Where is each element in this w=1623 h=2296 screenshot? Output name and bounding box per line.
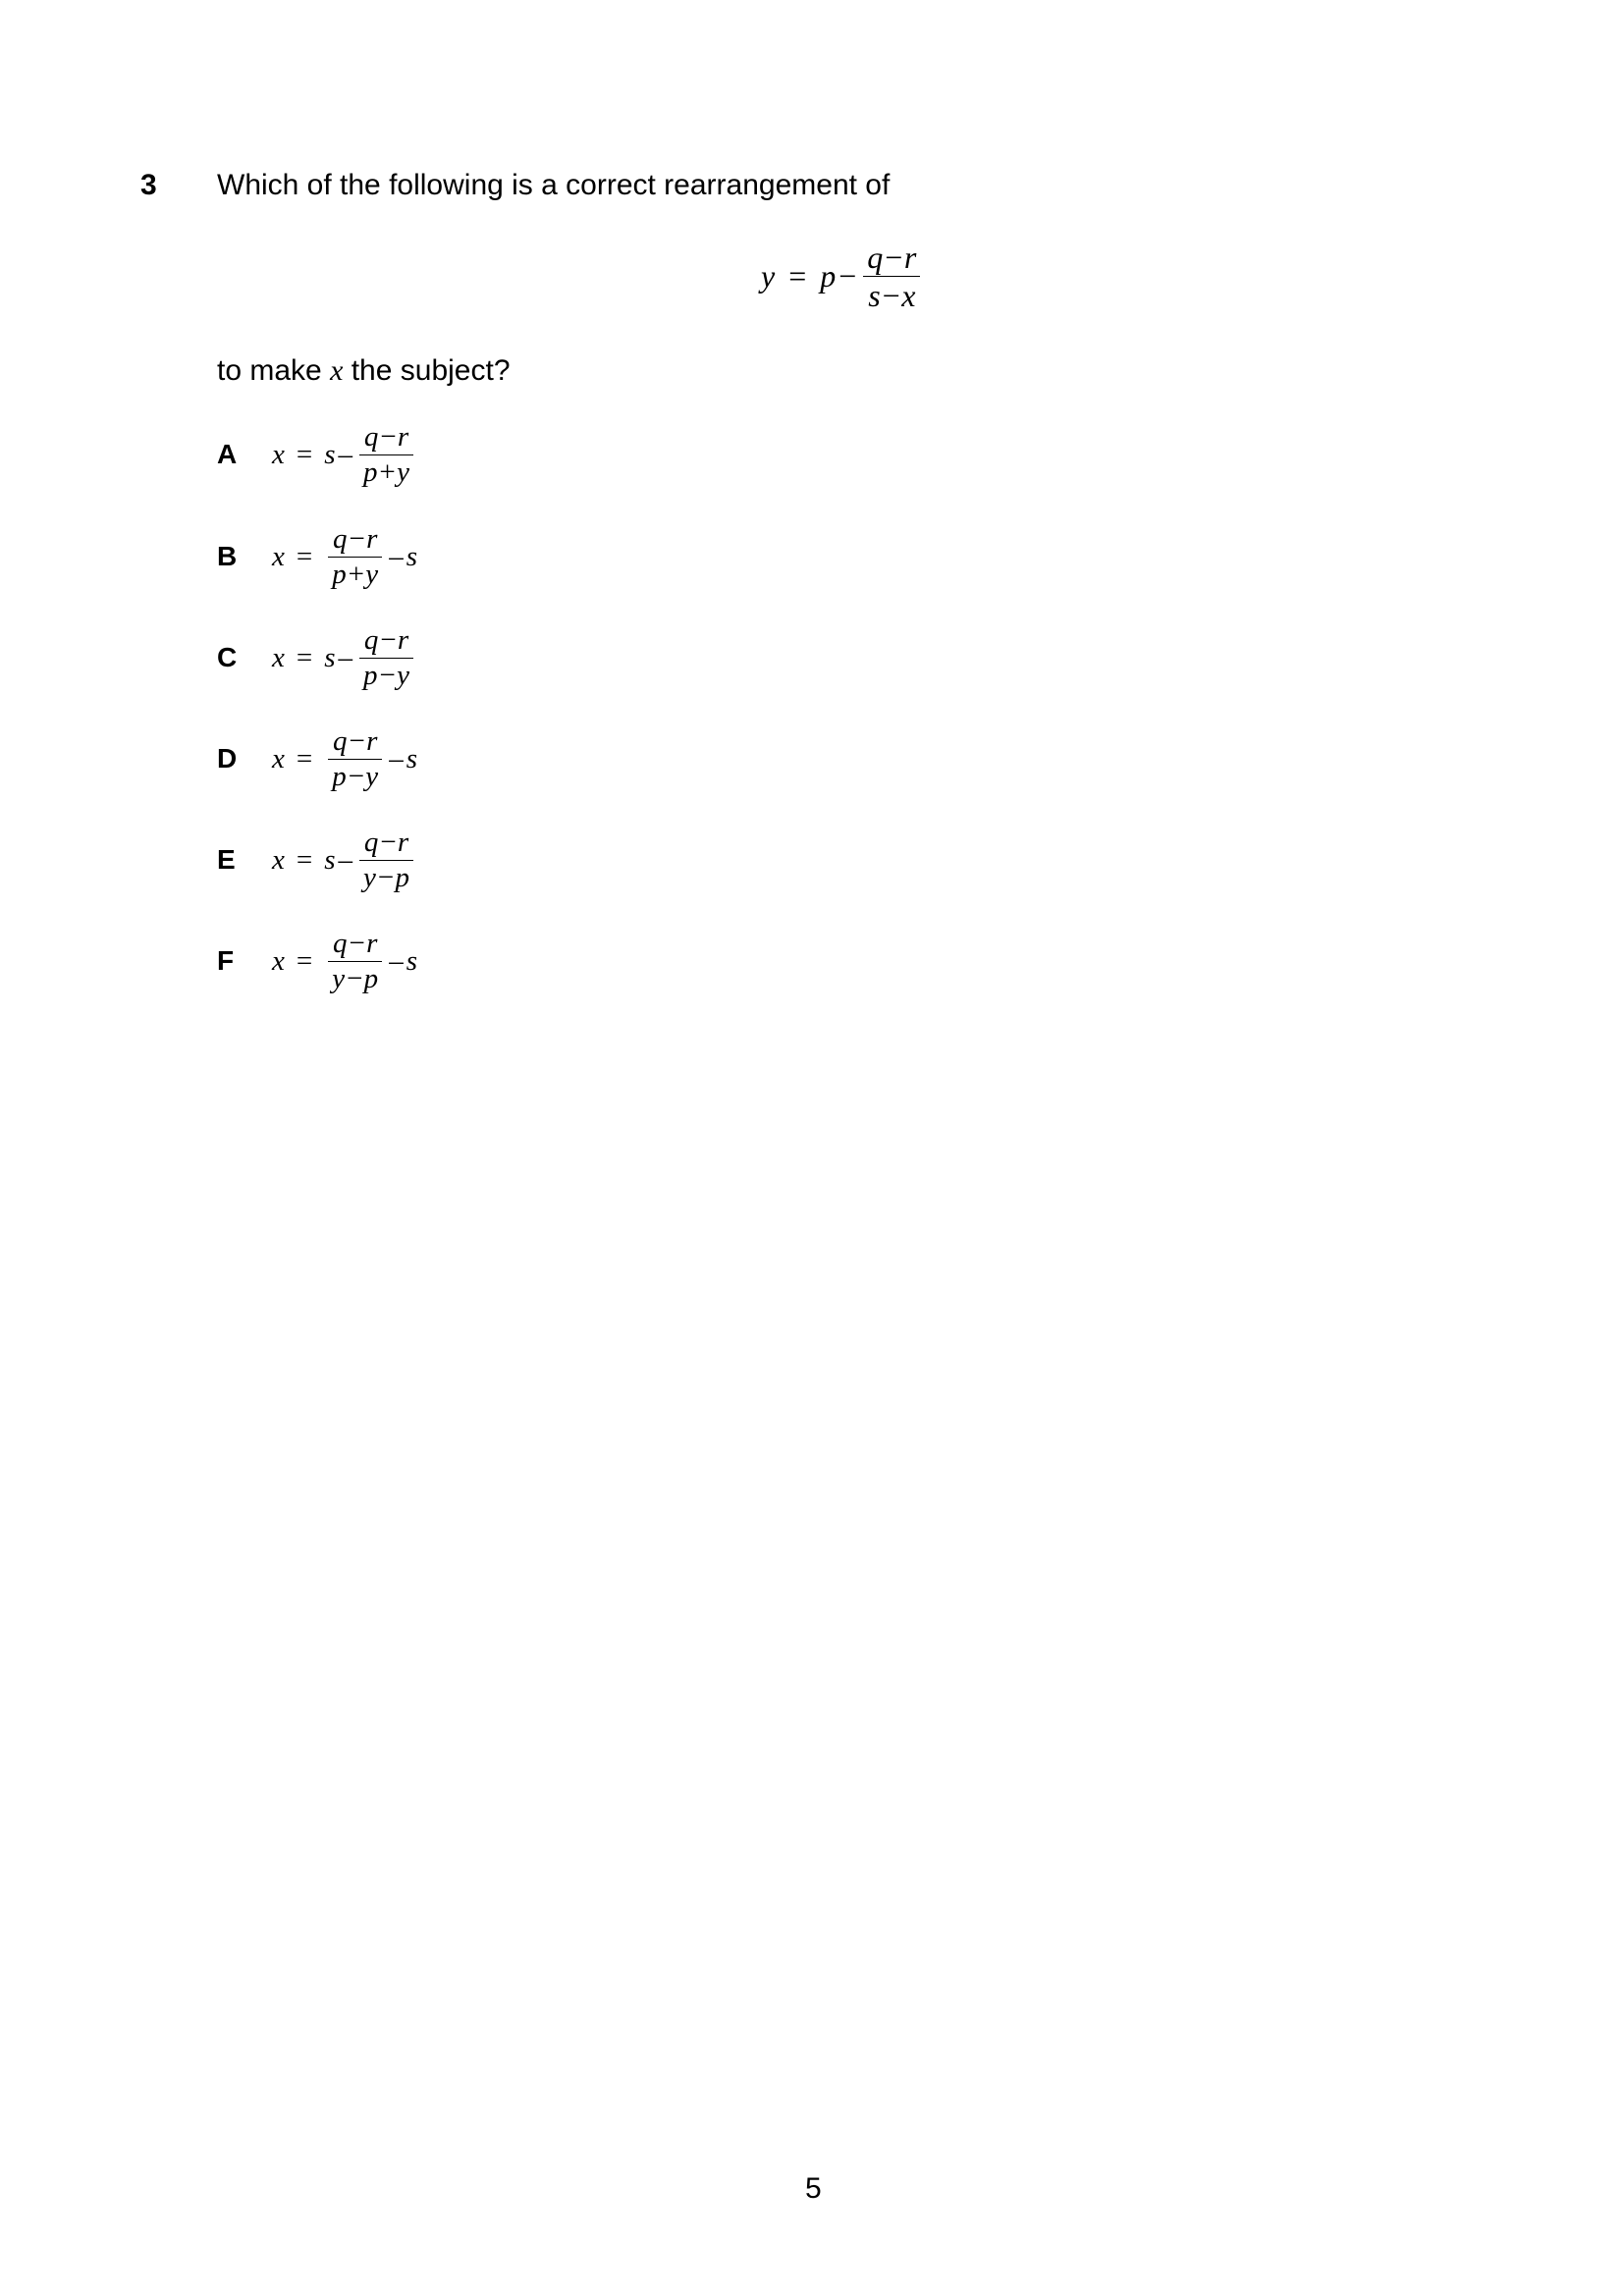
main-equation: [761, 239, 924, 315]
option-post-term: s: [406, 742, 417, 774]
option-pre-term: s: [324, 641, 336, 673]
option-equals: =: [296, 843, 313, 876]
option-fraction: [328, 927, 382, 996]
option-equals: =: [296, 438, 313, 470]
answer-option-d: [217, 724, 417, 794]
question-prompt-continued: [217, 354, 511, 388]
option-equals: =: [296, 641, 313, 673]
option-letter: E: [217, 844, 236, 876]
option-post-term: s: [406, 944, 417, 977]
answer-option-a: [217, 420, 417, 490]
fraction-numerator: q−r: [867, 240, 917, 275]
fraction-denominator: y−p: [332, 962, 379, 994]
option-equals: =: [296, 944, 313, 977]
option-lhs: x: [272, 438, 285, 470]
option-post-term: s: [406, 540, 417, 572]
equation-minus: −: [839, 258, 857, 294]
prompt-part: to make: [217, 354, 331, 387]
option-equation: [272, 826, 417, 895]
option-fraction: [328, 522, 382, 592]
fraction-denominator: p+y: [332, 558, 379, 590]
equation-fraction: [863, 239, 920, 315]
prompt-part: the subject?: [343, 354, 511, 387]
fraction-numerator: q−r: [333, 928, 378, 959]
option-minus: –: [338, 641, 353, 673]
answer-option-b: [217, 522, 417, 592]
option-lhs: x: [272, 742, 285, 774]
equation-term: p: [820, 258, 837, 294]
option-equation: [272, 724, 417, 794]
option-equation: [272, 623, 417, 693]
option-equals: =: [296, 742, 313, 774]
option-lhs: x: [272, 540, 285, 572]
fraction-denominator: s−x: [868, 278, 916, 314]
option-lhs: x: [272, 641, 285, 673]
fraction-denominator: p−y: [332, 760, 379, 792]
option-minus: –: [389, 742, 404, 774]
prompt-variable: x: [330, 354, 344, 387]
question-prompt: Which of the following is a correct rearrangement of: [217, 169, 891, 201]
fraction-numerator: q−r: [363, 624, 409, 656]
option-letter: B: [217, 541, 238, 572]
option-lhs: x: [272, 944, 285, 977]
option-fraction: [359, 826, 413, 895]
option-equals: =: [296, 540, 313, 572]
option-equation: [272, 420, 417, 490]
question-number: 3: [140, 169, 157, 201]
fraction-numerator: q−r: [333, 725, 378, 757]
option-fraction: [328, 724, 382, 794]
fraction-numerator: q−r: [363, 827, 409, 858]
option-minus: –: [338, 843, 353, 876]
fraction-numerator: q−r: [333, 523, 378, 555]
equation-equals: =: [788, 258, 807, 294]
answer-option-e: [217, 826, 417, 895]
option-letter: F: [217, 945, 235, 977]
page-number: 5: [805, 2172, 822, 2205]
option-fraction: [359, 623, 413, 693]
answer-option-c: [217, 623, 417, 693]
option-minus: –: [389, 540, 404, 572]
option-minus: –: [338, 438, 353, 470]
fraction-denominator: p−y: [363, 659, 409, 691]
fraction-numerator: q−r: [363, 421, 409, 453]
option-pre-term: s: [324, 843, 336, 876]
equation-lhs: y: [761, 258, 776, 294]
option-equation: [272, 927, 417, 996]
option-letter: C: [217, 642, 238, 673]
answer-option-f: [217, 927, 417, 996]
option-fraction: [359, 420, 413, 490]
option-letter: D: [217, 743, 238, 774]
option-minus: –: [389, 944, 404, 977]
option-pre-term: s: [324, 438, 336, 470]
fraction-denominator: y−p: [363, 861, 409, 893]
option-lhs: x: [272, 843, 285, 876]
fraction-denominator: p+y: [363, 455, 409, 488]
option-equation: [272, 522, 417, 592]
option-letter: A: [217, 439, 238, 470]
